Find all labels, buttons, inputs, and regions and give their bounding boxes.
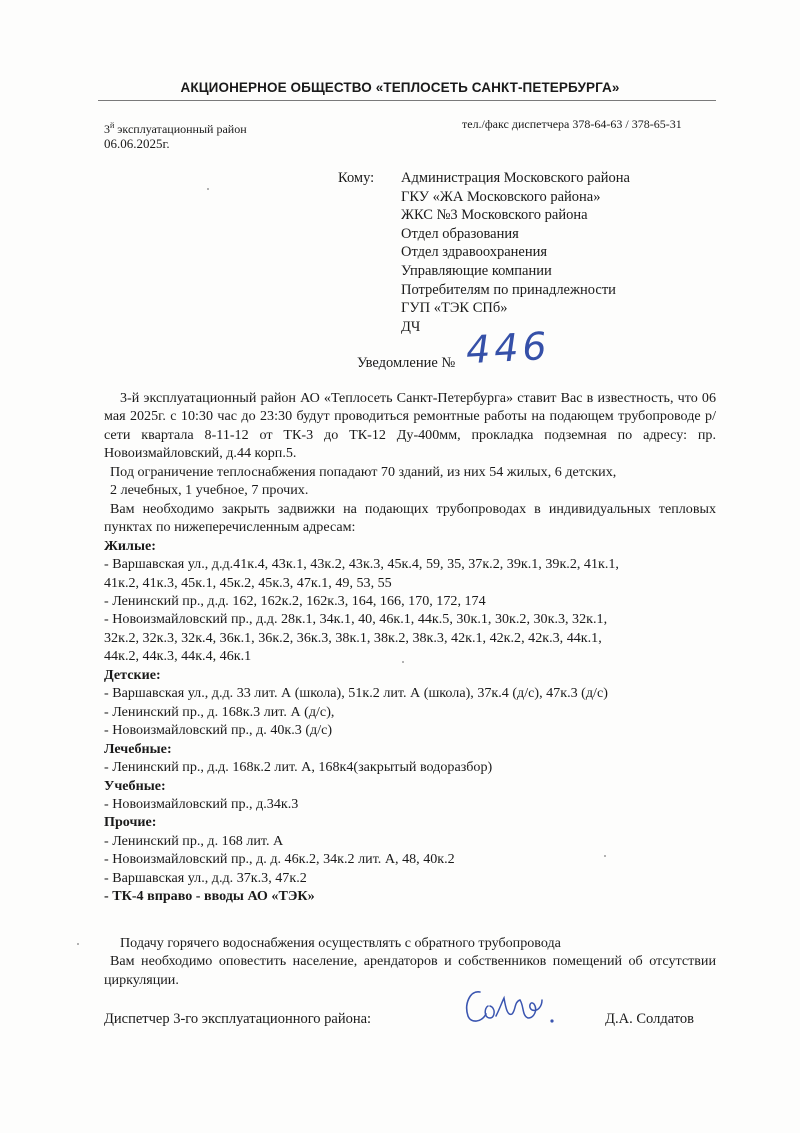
section-title-medical: Лечебные: xyxy=(104,740,172,757)
notice-number-handwritten: 446 xyxy=(464,323,552,373)
address-line: - Новоизмайловский пр., д.д. 28к.1, 34к.1, 40, 46к.1, 44к.5, 30к.1, 30к.2, 30к.3, 32к.1, xyxy=(104,611,608,628)
document-date: 06.06.2025г. xyxy=(104,136,170,151)
recipient-item: Администрация Московского района xyxy=(401,170,630,186)
address-line: - Ленинский пр., д. 168 лит. А xyxy=(104,832,284,849)
recipient-item: Отдел образования xyxy=(401,225,519,242)
address-line-bold: - ТК-4 вправо - вводы АО «ТЭК» xyxy=(104,888,315,905)
notice-label: Уведомление № xyxy=(357,355,456,371)
recipient-item: ЖКС №3 Московского района xyxy=(401,207,588,224)
scan-speck xyxy=(207,188,209,190)
organization-title: АКЦИОНЕРНОЕ ОБЩЕСТВО «ТЕПЛОСЕТЬ САНКТ-ПЕТЕРБУРГА» xyxy=(180,80,620,95)
address-line: - Варшавская ул., д.д. 33 лит. А (школа), 51к.2 лит. А (школа), 37к.4 (д/с), 47к.3 (д/с) xyxy=(104,685,608,702)
address-line: - Варшавская ул., д.д. 37к.3, 47к.2 xyxy=(104,869,307,886)
section-title-children: Детские: xyxy=(104,666,161,683)
notice-body xyxy=(104,389,716,989)
section-title-education: Учебные: xyxy=(104,777,166,794)
address-line: - Варшавская ул., д.д.41к.4, 43к.1, 43к.2, 43к.3, 45к.4, 59, 35, 37к.2, 39к.1, 39к.2, 41к.1, xyxy=(104,556,619,573)
signer-position: Диспетчер 3-го эксплуатационного района: xyxy=(104,1011,372,1027)
spacer xyxy=(104,906,716,934)
recipient-list xyxy=(401,169,630,336)
address-line: - Ленинский пр., д. 168к.3 лит. А (д/с), xyxy=(104,703,335,720)
address-line: - Ленинский пр., д.д. 162, 162к.2, 162к.3, 164, 166, 170, 172, 174 xyxy=(104,592,486,609)
signer-name: Д.А. Солдатов xyxy=(605,1011,694,1027)
district-number: 3 xyxy=(104,122,110,136)
district-text: эксплуатационный район xyxy=(114,122,247,136)
intro-paragraph: 3-й эксплуатационный район АО «Теплосеть Санкт-Петербурга» ставит Вас в известность, что 06 мая 2025г. с 10:30 час до 23:30 будут проводиться ремонтные работы на подающем трубопроводе р/сети квартала 8-11-12 от ТК-3 до ТК-12 Ду-400мм, прокладка подземная по адресу: пр. Новоизмайловский, д.44 корп.5. xyxy=(104,390,716,462)
recipient-item: ГУП «ТЭК СПб» xyxy=(401,300,508,317)
recipient-item: Управляющие компании xyxy=(401,262,552,279)
dispatcher-phone: тел./факс диспетчера 378-64-63 / 378-65-31 xyxy=(462,117,682,131)
scan-speck xyxy=(402,661,404,663)
address-line: 44к.2, 44к.3, 44к.4, 46к.1 xyxy=(104,648,252,665)
address-line: - Новоизмайловский пр., д. 40к.3 (д/с) xyxy=(104,722,333,739)
address-line: - Новоизмайловский пр., д. д. 46к.2, 34к.2 лит. А, 48, 40к.2 xyxy=(104,851,455,868)
section-title-residential: Жилые: xyxy=(104,537,156,554)
recipient-item: ГКУ «ЖА Московского района» xyxy=(401,188,601,205)
limitation-line: 2 лечебных, 1 учебное, 7 прочих. xyxy=(110,482,309,499)
address-line: 32к.2, 32к.3, 32к.4, 36к.1, 36к.2, 36к.3, 38к.1, 38к.2, 38к.3, 42к.1, 42к.2, 42к.3, 44к.1, xyxy=(104,629,602,646)
scan-speck xyxy=(77,943,79,945)
addressee-label: Кому: xyxy=(338,170,375,186)
inform-note: Вам необходимо оповестить население, арендаторов и собственников помещений об отсутствии циркуляции. xyxy=(104,953,716,988)
hot-water-note: Подачу горячего водоснабжения осуществлять с обратного трубопровода xyxy=(120,934,561,951)
instruction-paragraph: Вам необходимо закрыть задвижки на подающих трубопроводах в индивидуальных тепловых пунктах по нижеперечисленным адресам: xyxy=(104,500,716,536)
scan-speck xyxy=(604,855,606,857)
recipient-item: Потребителям по принадлежности xyxy=(401,281,616,298)
district-suffix: й xyxy=(110,121,115,130)
header-divider xyxy=(98,100,716,101)
address-line: - Новоизмайловский пр., д.34к.3 xyxy=(104,795,299,812)
recipient-item: ДЧ xyxy=(401,318,421,335)
address-line: 41к.2, 41к.3, 45к.1, 45к.2, 45к.3, 47к.1, 49, 53, 55 xyxy=(104,574,392,591)
address-line: - Ленинский пр., д.д. 168к.2 лит. А, 168к4(закрытый водоразбор) xyxy=(104,759,493,776)
recipient-item: Отдел здравоохранения xyxy=(401,244,548,261)
handwritten-signature xyxy=(462,984,572,1030)
limitation-line: Под ограничение теплоснабжения попадают 70 зданий, из них 54 жилых, 6 детских, xyxy=(110,463,617,480)
district-name xyxy=(104,121,247,137)
section-title-other: Прочие: xyxy=(104,814,157,831)
